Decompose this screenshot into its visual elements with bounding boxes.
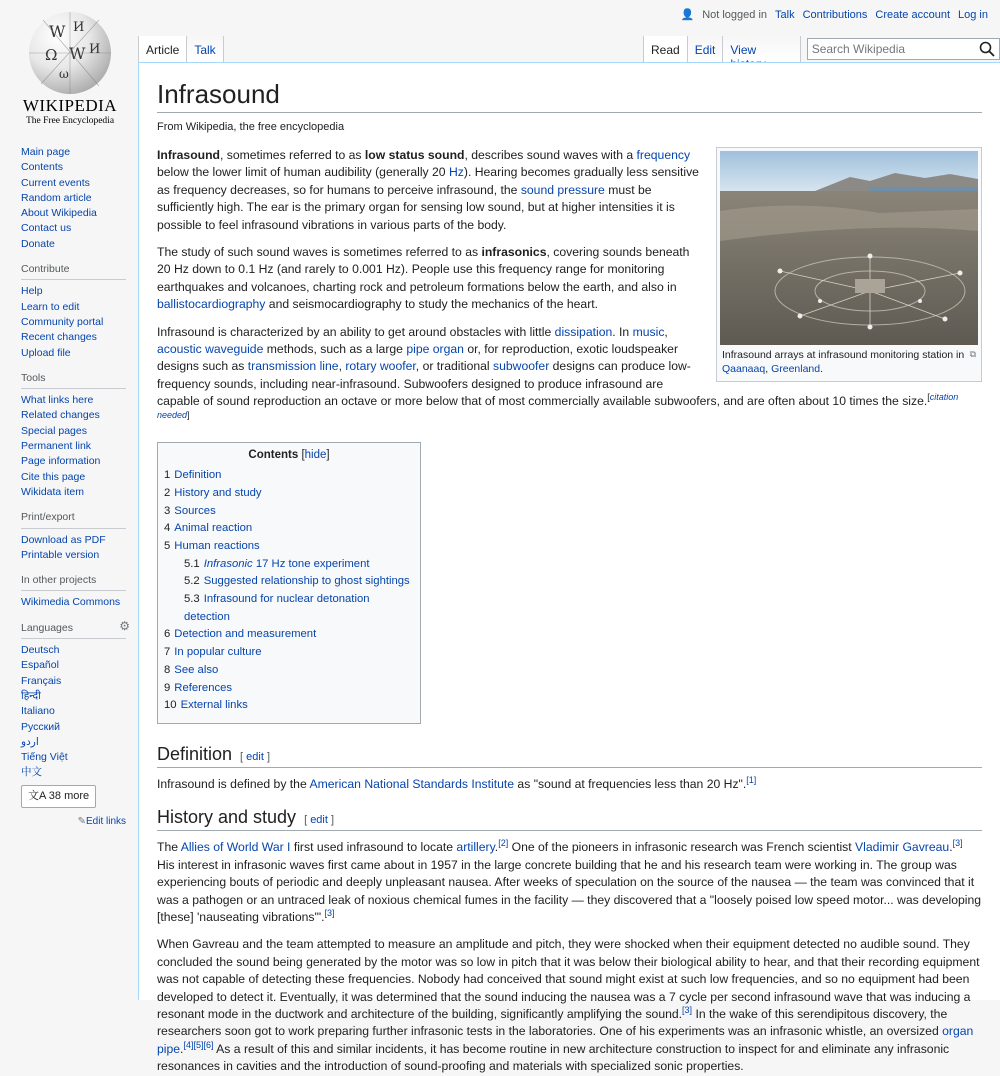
toc-link[interactable]: Infrasound for nuclear detonation detection <box>184 593 370 623</box>
text: Infrasound is defined by the <box>157 776 310 791</box>
toc-item[interactable] <box>164 662 414 680</box>
tools-item <box>21 393 126 408</box>
nav-link-3[interactable]: Random article <box>21 191 92 204</box>
toc-link[interactable]: References <box>174 681 233 694</box>
tools-link-2[interactable]: Special pages <box>21 424 87 437</box>
image-caption <box>720 345 978 378</box>
toc-link[interactable]: Infrasonic 17 Hz tone experiment <box>203 557 370 570</box>
text: , <box>338 359 346 374</box>
language-link-7[interactable]: Tiếng Việt <box>21 751 68 764</box>
citation-needed-link[interactable]: citation needed <box>157 392 959 420</box>
language-link-3[interactable]: हिन्दी <box>21 689 41 702</box>
text: . <box>180 1041 184 1056</box>
toc-number: 5 <box>164 539 171 552</box>
organ-pipe-link[interactable]: organ pipe <box>157 1024 974 1056</box>
toc-item[interactable] <box>164 520 414 538</box>
gear-icon[interactable]: ⚙ <box>119 618 130 633</box>
language-link-6[interactable]: اردو <box>21 735 39 748</box>
language-item <box>21 720 126 735</box>
tools-link-4[interactable]: Page information <box>21 455 101 468</box>
print-item <box>21 533 126 548</box>
language-item <box>21 704 126 719</box>
language-link-1[interactable]: Español <box>21 659 59 672</box>
translate-icon: 文A <box>28 789 46 802</box>
toc-number: 5.3 <box>184 593 200 606</box>
text: or, for reproduction, exotic loudspeaker designs such as <box>157 342 679 374</box>
toc-item[interactable] <box>164 644 414 662</box>
bold-term: infrasonics <box>481 245 547 260</box>
definition-paragraph <box>157 776 982 793</box>
subwoofer-link[interactable]: subwoofer <box>493 359 550 374</box>
toc-link[interactable]: Definition <box>174 469 222 482</box>
toc-heading: Contents <box>248 449 299 462</box>
text: and seismocardiography to study the mechanics of the heart. <box>265 297 599 312</box>
contribute-list <box>21 284 126 360</box>
language-link-0[interactable]: Deutsch <box>21 644 60 657</box>
more-languages-label: 38 more <box>48 789 90 802</box>
reference-link[interactable]: [4][5][6] <box>183 1039 214 1050</box>
text: The <box>157 840 181 855</box>
wordmark: WIKIPEDIA <box>22 96 118 115</box>
toc-number: 5.2 <box>184 575 200 588</box>
text: , describes sound waves with a <box>464 148 637 162</box>
more-languages-button[interactable] <box>21 785 96 808</box>
bracket: [ <box>304 814 311 827</box>
print-heading: Print/export <box>21 510 126 528</box>
toc-italic: Infrasonic <box>203 557 253 570</box>
caption-separator: , <box>765 363 772 375</box>
nav-item <box>21 237 126 252</box>
create-account-link[interactable]: Create account <box>875 8 951 21</box>
toc-item[interactable] <box>164 573 414 591</box>
toc-item[interactable] <box>164 485 414 503</box>
text: Infrasound is characterized by an ability to get around obstacles with little <box>157 324 555 339</box>
page-title: Infrasound <box>157 79 982 113</box>
toc-item[interactable] <box>164 538 414 556</box>
site-sub: From Wikipedia, the free encyclopedia <box>157 121 345 133</box>
section-title: Definition <box>157 743 233 764</box>
language-item <box>21 765 126 780</box>
nav-item <box>21 160 126 175</box>
bracket: ] <box>187 409 190 420</box>
nav-link-2[interactable]: Current events <box>21 176 90 189</box>
ansi-link[interactable]: American National Standards Institute <box>309 776 515 791</box>
edit-section-link[interactable]: edit <box>246 750 264 763</box>
tab-article[interactable]: Article <box>138 36 187 62</box>
toc-number: 8 <box>164 663 171 676</box>
languages-list <box>21 643 126 781</box>
vladimir-gavreau-link[interactable]: Vladimir Gavreau <box>855 840 950 855</box>
contribute-link-0[interactable]: Help <box>21 285 43 298</box>
nav-link-6[interactable]: Donate <box>21 237 55 250</box>
definition-heading <box>157 744 982 768</box>
tab-view-history[interactable]: View <box>723 36 800 62</box>
contribute-item <box>21 330 126 345</box>
text: When Gavreau and the team attempted to measure an amplitude and pitch, they were shocked when their equipment detected no audible sound. They concluded the sound being generated by the motor was so low in pitch that it was below their biological ability to hear, and that their recording equipment was not capable of detecting these frequencies. Nobody had conceived that sound might exist at such low frequencies, and so no equipment had been developed to detect it. Eventually, it was determined that the sound inducing the nausea was a 7 cycle per second infrasound wave that was inducing a resonant mode in the ductwork and architecture of the building, significantly amplifying the sound. <box>157 937 980 1021</box>
print-portlet <box>21 510 126 563</box>
toc-number: 2 <box>164 486 171 499</box>
text: One of the pioneers in infrasonic research was French scientist <box>508 840 856 855</box>
nav-link-4[interactable]: About Wikipedia <box>21 207 97 220</box>
infobox-image <box>716 147 982 382</box>
toc-link[interactable]: Detection and measurement <box>174 628 317 641</box>
view-tabs <box>643 36 1000 62</box>
user-icon: 👤 <box>680 9 695 21</box>
language-link-2[interactable]: Français <box>21 674 62 687</box>
sidebar <box>21 145 130 839</box>
table-of-contents <box>157 442 421 724</box>
tools-link-3[interactable]: Permanent link <box>21 440 92 453</box>
toc-hide-toggle[interactable]: hide <box>304 449 327 462</box>
toc-link[interactable]: Human reactions <box>174 539 260 552</box>
tools-list <box>21 393 126 500</box>
text: as "sound at frequencies less than 20 Hz". <box>514 776 747 791</box>
personal-tools <box>680 8 988 21</box>
text: . <box>494 840 499 855</box>
toc-item[interactable] <box>164 680 414 698</box>
contribute-portlet <box>21 262 126 361</box>
language-item <box>21 674 126 689</box>
toc-link[interactable]: Sources <box>174 504 216 517</box>
reference-link[interactable]: [3] <box>682 1004 693 1015</box>
text: , or traditional <box>415 359 494 374</box>
language-item <box>21 689 126 704</box>
tools-item <box>21 454 126 469</box>
tools-link-1[interactable]: Related changes <box>21 409 100 422</box>
toc-link[interactable]: Suggested relationship to ghost sightings <box>203 575 410 588</box>
print-link-0[interactable]: Download as PDF <box>21 533 106 546</box>
nav-item <box>21 176 126 191</box>
bracket: [ <box>927 392 930 403</box>
toc-number: 5.1 <box>184 557 200 570</box>
acoustic-waveguide-link[interactable]: acoustic waveguide <box>157 342 264 357</box>
hz-link[interactable]: Hz <box>448 165 464 180</box>
text: As a result of this and similar incidents, it has become routine in new architecture construction to inspect for and eliminate any infrasonic resonances in cavities and the introduction of sound-proofing and materials with specialized sonic properties. <box>157 1041 950 1074</box>
pipe-organ-link[interactable]: pipe organ <box>406 342 464 357</box>
magnify-icon[interactable]: ⧉ <box>969 349 976 359</box>
search-box <box>807 38 1000 60</box>
tools-link-0[interactable]: What links here <box>21 394 94 407</box>
text: His interest in infrasonic waves first came about in 1957 in the large concrete building that he and his research team were working in. The group was experiencing bouts of periodic and deeply unpleasant nausea. After weeks of speculation on the source of the nausea — the team was convinced that it was a pathogen or an untraced leak of noxious chemical fumes in the facility — they discovered that a "loosely poised low speed motor... was developing [these] 'nauseating vibrations'". <box>157 857 982 924</box>
contribute-link-4[interactable]: Upload file <box>21 346 71 359</box>
contribute-link-2[interactable]: Community portal <box>21 315 104 328</box>
edit-section <box>304 814 334 826</box>
projects-portlet <box>21 573 126 611</box>
tools-item <box>21 439 126 454</box>
nav-portlet <box>21 145 126 252</box>
contributions-link[interactable]: Contributions <box>802 8 868 21</box>
reference-link[interactable]: [3] <box>952 838 963 849</box>
nav-link-5[interactable]: Contact us <box>21 222 72 235</box>
toc-link[interactable]: In popular culture <box>174 646 262 659</box>
toc-list <box>164 467 414 715</box>
dissipation-link[interactable]: dissipation <box>554 324 613 339</box>
reference-link[interactable]: [2] <box>498 838 509 849</box>
edit-section-link[interactable]: edit <box>310 814 328 827</box>
bracket: ] <box>326 449 330 462</box>
tab-edit[interactable]: Edit <box>688 36 724 62</box>
tools-item <box>21 408 126 423</box>
tab-read[interactable]: Read <box>643 36 688 62</box>
ballistocardiography-link[interactable]: ballistocardiography <box>157 297 266 312</box>
toc-number: 9 <box>164 681 171 694</box>
tools-portlet <box>21 371 126 500</box>
language-item <box>21 643 126 658</box>
text: , <box>664 324 668 339</box>
text: In the wake of this serendipitous discovery, the researchers soon got to work preparing further infrasonic tests in the laboratories. One of his experiments was an infrasonic whistle, an oversized <box>157 1007 948 1039</box>
text: must be sufficiently high. The ear is the primary organ for sensing low sound, but at higher intensities it is possible to feel infrasound vibrations in various parts of the body. <box>157 182 675 232</box>
projects-heading: In other projects <box>21 573 126 591</box>
toc-title <box>164 449 414 461</box>
toc-link[interactable]: External links <box>180 699 248 712</box>
tools-item <box>21 424 126 439</box>
toc-item[interactable] <box>164 697 414 715</box>
nav-item <box>21 206 126 221</box>
tagline: The Free Encyclopedia <box>25 116 115 126</box>
caption-text: Infrasound arrays at infrasound monitoring station in <box>722 349 965 361</box>
toc-link[interactable]: History and study <box>174 486 262 499</box>
tab-talk[interactable]: Talk <box>187 36 223 62</box>
search-icon[interactable] <box>979 41 995 57</box>
bracket: [ <box>240 750 247 763</box>
section-title: History and study <box>157 807 297 828</box>
tools-link-6[interactable]: Wikidata item <box>21 485 85 498</box>
nav-item <box>21 145 126 160</box>
toc-item[interactable] <box>164 591 414 626</box>
print-link-1[interactable]: Printable version <box>21 548 100 561</box>
language-item <box>21 658 126 673</box>
languages-portlet <box>21 618 130 830</box>
nav-item <box>21 221 126 236</box>
language-link-8[interactable]: 中文 <box>21 766 42 779</box>
toc-number: 7 <box>164 646 171 659</box>
history-paragraph-1 <box>157 839 982 926</box>
artillery-link[interactable]: artillery <box>456 840 495 855</box>
contribute-link-1[interactable]: Learn to edit <box>21 300 80 313</box>
print-item <box>21 548 126 563</box>
nav-link-1[interactable]: Contents <box>21 161 64 174</box>
projects-list <box>21 595 126 610</box>
toc-number: 10 <box>164 699 177 712</box>
frequency-link[interactable]: frequency <box>636 148 691 162</box>
user-talk-link[interactable]: Talk <box>775 8 795 21</box>
text: . In <box>612 324 633 339</box>
bracket: [ <box>298 449 305 462</box>
bold-term: Infrasound <box>157 148 220 162</box>
namespace-tabs <box>138 36 224 62</box>
contribute-item <box>21 300 126 315</box>
text: ). Hearing becomes gradually less sensitive as frequency decreases, so for humans to perceive infrasound, the <box>157 165 699 197</box>
toc-item[interactable] <box>164 503 414 521</box>
toc-item[interactable] <box>164 556 414 574</box>
allies-wwi-link[interactable]: Allies of World War I <box>180 840 291 855</box>
edit-links-label: Edit links <box>85 815 126 827</box>
history-paragraph-2 <box>157 936 982 1075</box>
toc-item[interactable] <box>164 467 414 485</box>
qaanaaq-link[interactable]: Qaanaaq <box>722 363 766 375</box>
search-input[interactable] <box>808 39 978 59</box>
text: below the lower limit of human audibility (generally 20 <box>157 165 449 180</box>
wikipedia-logo[interactable] <box>12 8 128 126</box>
contribute-item <box>21 315 126 330</box>
toc-number: 1 <box>164 469 171 482</box>
music-link[interactable]: music <box>632 324 665 339</box>
text: methods, such as a large <box>263 342 407 357</box>
toc-number: 4 <box>164 522 171 535</box>
sound-pressure-link[interactable]: sound pressure <box>520 182 605 197</box>
language-link-4[interactable]: Italiano <box>21 705 55 718</box>
content <box>138 62 1000 1074</box>
tools-heading: Tools <box>21 371 126 389</box>
transmission-line-link[interactable]: transmission line <box>247 359 339 374</box>
language-item <box>21 735 126 750</box>
text: The study of such sound waves is sometimes referred to as <box>157 245 482 260</box>
language-item <box>21 750 126 765</box>
projects-item <box>21 595 126 610</box>
bracket: ] <box>263 750 271 763</box>
contribute-item <box>21 346 126 361</box>
greenland-link[interactable]: Greenland <box>771 363 821 375</box>
toc-link[interactable]: See also <box>174 663 219 676</box>
reference-link[interactable]: [1] <box>746 774 757 785</box>
toc-link[interactable]: Animal reaction <box>174 522 253 535</box>
language-link-5[interactable]: Русский <box>21 720 60 733</box>
contribute-heading: Contribute <box>21 262 126 280</box>
edit-links[interactable] <box>21 814 126 829</box>
text: first used infrasound to locate <box>290 840 457 855</box>
projects-link-0[interactable]: Wikimedia Commons <box>21 596 121 609</box>
text: designs can produce low-frequency sounds, including near-infrasound. Subwoofers designed to produce infrasound are capable of sound reproduction an octave or more below that of most commercially available subwoofers, and are often about 10 times the size. <box>157 359 928 409</box>
history-heading <box>157 807 982 831</box>
toc-item[interactable] <box>164 626 414 644</box>
bold-term: low status sound <box>364 148 465 162</box>
nav-item <box>21 191 126 206</box>
toc-number: 6 <box>164 628 171 641</box>
nav-link-0[interactable]: Main page <box>21 146 71 158</box>
text: . <box>949 840 953 855</box>
not-logged-in: Not logged in <box>702 8 768 21</box>
reference-link[interactable]: [3] <box>324 907 335 918</box>
login-link[interactable]: Log in <box>958 8 988 21</box>
tools-link-5[interactable]: Cite this page <box>21 470 86 483</box>
caption-end: . <box>820 363 824 375</box>
pencil-icon: ✎ <box>77 815 86 827</box>
text: , sometimes referred to as <box>219 148 365 162</box>
languages-heading: Languages <box>21 621 126 639</box>
puzzle-globe-icon: W И Ω W И ω <box>29 12 111 94</box>
infrasound-array-photo[interactable] <box>720 151 978 345</box>
nav-list <box>21 145 126 252</box>
contribute-item <box>21 284 126 299</box>
print-list <box>21 533 126 564</box>
bracket: ] <box>327 814 335 827</box>
contribute-link-3[interactable]: Recent changes <box>21 331 97 344</box>
tools-item <box>21 470 126 485</box>
tools-item <box>21 485 126 500</box>
text: , covering sounds beneath 20 Hz down to 0.1 Hz (and rarely to 0.001 Hz). People use this frequency range for monitoring earthquakes and volcanoes, charting rock and petroleum formations below the earth, and also in <box>157 245 690 294</box>
edit-section <box>240 751 270 763</box>
rotary-woofer-link[interactable]: rotary woofer <box>345 359 416 374</box>
toc-number: 3 <box>164 504 171 517</box>
